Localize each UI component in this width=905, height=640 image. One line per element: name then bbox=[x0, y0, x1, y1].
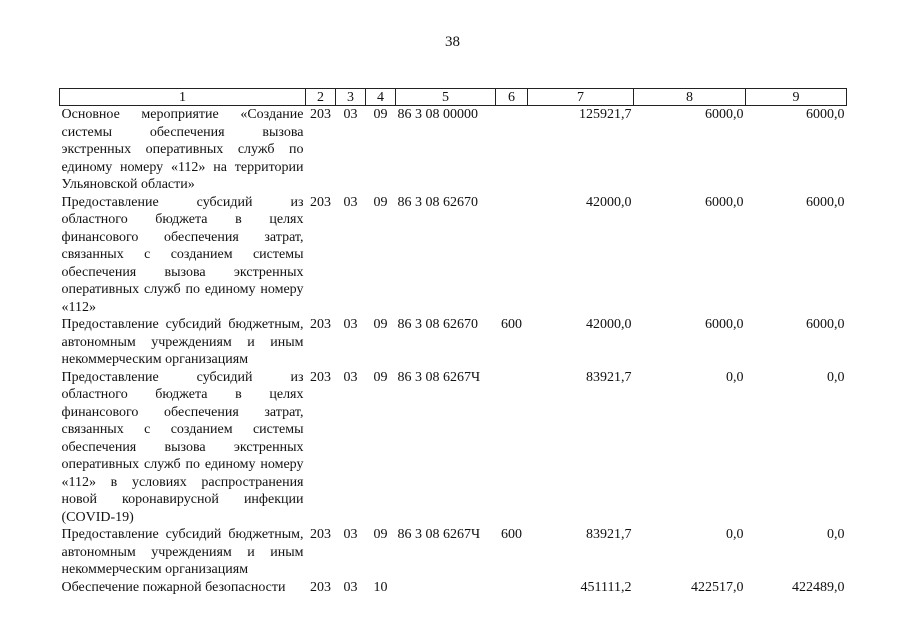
row-name: Предоставление субсидий бюджетным, автономным учреждениям и иным некоммерческим организациям bbox=[61, 317, 304, 367]
row-grbs: 203 bbox=[310, 107, 331, 122]
row-vr bbox=[496, 579, 528, 597]
row-csr: 86 3 08 6267Ч bbox=[397, 527, 481, 542]
header-col-9: 9 bbox=[746, 89, 847, 106]
row-rz: 03 bbox=[343, 194, 358, 210]
row-name: Предоставление субсидий из областного бюджета в целях финансового обеспечения затрат, связанных с созданием системы обеспечения вызова экстренных оперативных служб по единому номеру «112» в условиях распространения новой коронавирусной инфекции (COVID-19) bbox=[61, 369, 304, 525]
header-col-7: 7 bbox=[528, 89, 634, 106]
row-name: Обеспечение пожарной безопасности bbox=[61, 579, 286, 595]
table-row bbox=[60, 579, 847, 597]
row-rz: 03 bbox=[343, 317, 358, 332]
row-csr: 86 3 08 6267Ч bbox=[397, 369, 481, 385]
header-col-1: 1 bbox=[60, 89, 306, 106]
row-value-2021: 6000,0 bbox=[705, 317, 744, 332]
row-value-2020: 83921,7 bbox=[586, 369, 632, 385]
row-rz: 03 bbox=[343, 579, 358, 595]
row-value-2022: 6000,0 bbox=[806, 194, 845, 210]
row-csr: 86 3 08 62670 bbox=[397, 194, 478, 210]
row-value-2022: 6000,0 bbox=[806, 317, 845, 332]
table-row bbox=[60, 526, 847, 579]
row-value-2020: 125921,7 bbox=[579, 107, 632, 122]
row-rz: 03 bbox=[343, 369, 358, 385]
row-value-2020: 83921,7 bbox=[586, 527, 632, 542]
row-pr: 09 bbox=[373, 369, 388, 385]
row-name: Основное мероприятие «Создание системы обеспечения вызова экстренных оперативных служб по единому номеру «112» на территории Ульяновской области» bbox=[61, 107, 304, 192]
row-rz: 03 bbox=[343, 107, 358, 122]
header-col-5: 5 bbox=[396, 89, 496, 106]
table-row bbox=[60, 316, 847, 369]
row-pr: 09 bbox=[373, 317, 388, 332]
header-col-8: 8 bbox=[634, 89, 746, 106]
row-pr: 10 bbox=[373, 579, 388, 595]
row-vr bbox=[496, 194, 528, 317]
row-csr: 86 3 08 62670 bbox=[397, 317, 478, 332]
row-value-2020: 42000,0 bbox=[586, 317, 632, 332]
row-vr bbox=[496, 369, 528, 527]
table-row bbox=[60, 369, 847, 527]
row-pr: 09 bbox=[373, 527, 388, 542]
row-grbs: 203 bbox=[310, 527, 331, 542]
row-value-2020: 42000,0 bbox=[586, 194, 632, 210]
row-value-2022: 0,0 bbox=[827, 369, 845, 385]
row-value-2021: 6000,0 bbox=[705, 107, 744, 122]
row-value-2021: 0,0 bbox=[726, 369, 744, 385]
table-row bbox=[60, 106, 847, 194]
header-col-2: 2 bbox=[306, 89, 336, 106]
row-value-2021: 6000,0 bbox=[705, 194, 744, 210]
row-vr: 600 bbox=[501, 317, 522, 332]
row-value-2021: 0,0 bbox=[726, 527, 744, 542]
row-value-2022: 6000,0 bbox=[806, 107, 845, 122]
header-row bbox=[60, 89, 847, 106]
row-value-2022: 0,0 bbox=[827, 527, 845, 542]
row-grbs: 203 bbox=[310, 369, 331, 385]
table-row bbox=[60, 194, 847, 317]
header-col-4: 4 bbox=[366, 89, 396, 106]
row-grbs: 203 bbox=[310, 317, 331, 332]
row-grbs: 203 bbox=[310, 194, 331, 210]
row-value-2022: 422489,0 bbox=[792, 579, 845, 595]
row-csr: 86 3 08 00000 bbox=[397, 107, 478, 122]
row-pr: 09 bbox=[373, 194, 388, 210]
budget-table bbox=[59, 88, 847, 596]
row-csr bbox=[396, 579, 496, 597]
row-name: Предоставление субсидий бюджетным, автономным учреждениям и иным некоммерческим организациям bbox=[61, 527, 304, 577]
row-vr bbox=[496, 106, 528, 194]
header-col-6: 6 bbox=[496, 89, 528, 106]
row-vr: 600 bbox=[501, 527, 522, 542]
page-number: 38 bbox=[445, 34, 460, 50]
row-name: Предоставление субсидий из областного бюджета в целях финансового обеспечения затрат, связанных с созданием системы обеспечения вызова экстренных оперативных служб по единому номеру «112» bbox=[61, 194, 304, 315]
row-value-2021: 422517,0 bbox=[691, 579, 744, 595]
row-pr: 09 bbox=[373, 107, 388, 122]
row-grbs: 203 bbox=[310, 579, 331, 595]
header-col-3: 3 bbox=[336, 89, 366, 106]
row-rz: 03 bbox=[343, 527, 358, 542]
row-value-2020: 451111,2 bbox=[580, 579, 632, 595]
